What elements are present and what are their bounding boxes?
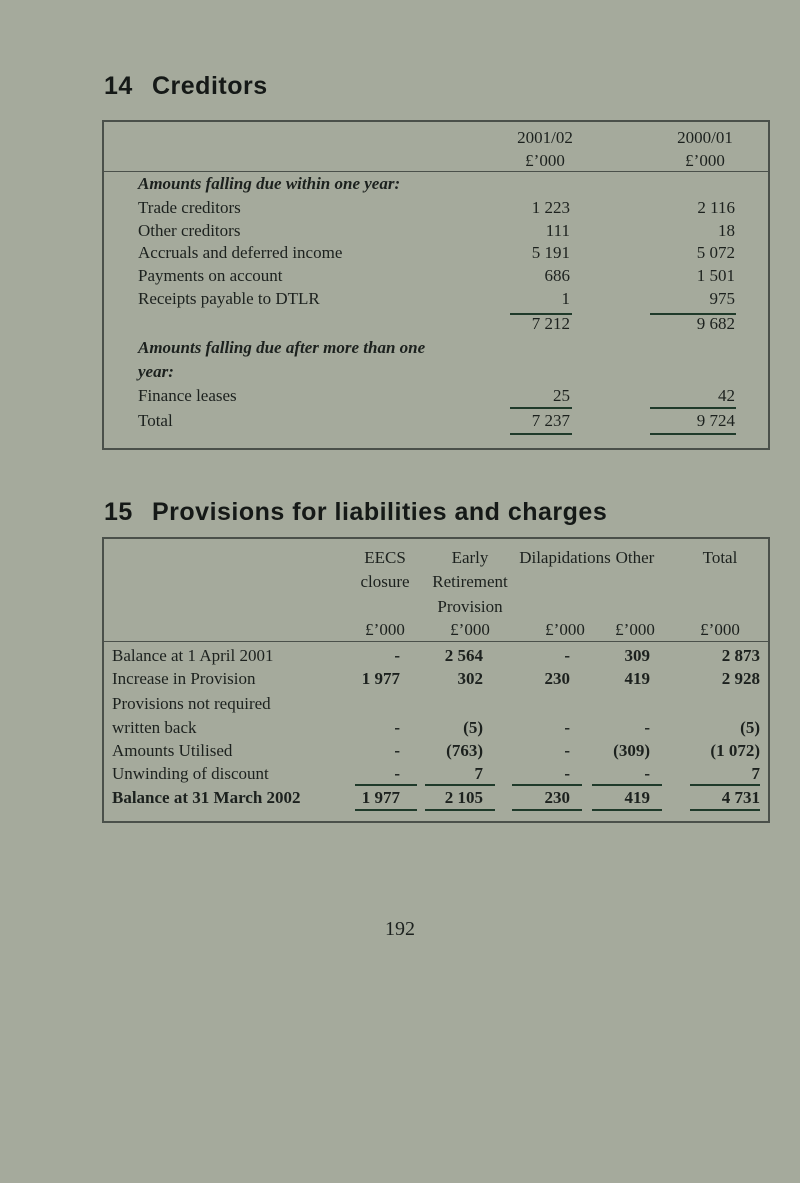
balance-rule-bottom xyxy=(690,809,760,811)
total-label: Total xyxy=(138,411,173,430)
cell-total: (5) xyxy=(740,718,760,737)
cell-dilapidations: - xyxy=(564,718,570,737)
cell-eecs: 1 977 xyxy=(361,788,400,807)
balance-rule-top xyxy=(355,784,417,786)
provisions-header-divider xyxy=(104,641,768,642)
col-header-dilapidations: Dilapidations xyxy=(519,548,611,567)
total-double-rule xyxy=(510,433,572,435)
finance-leases-prior: 42 xyxy=(718,386,735,405)
section-15-heading xyxy=(104,498,607,527)
cell-early: 302 xyxy=(457,669,483,688)
cell-eecs: - xyxy=(394,718,400,737)
row-value-prior: 5 072 xyxy=(696,243,735,262)
row-label: Provisions not required xyxy=(112,694,271,713)
row-label: written back xyxy=(112,718,197,737)
row-label: Balance at 1 April 2001 xyxy=(112,646,274,665)
row-label: Trade creditors xyxy=(138,198,241,217)
balance-rule-bottom xyxy=(592,809,662,811)
row-label: Increase in Provision xyxy=(112,669,256,688)
cell-other: (309) xyxy=(613,741,650,760)
cell-early: 2 105 xyxy=(444,788,483,807)
col-year-current: 2001/02 xyxy=(517,128,573,147)
cell-dilapidations: 230 xyxy=(544,788,570,807)
row-label: Balance at 31 March 2002 xyxy=(112,788,301,807)
creditors-header-divider xyxy=(104,171,768,172)
balance-rule-bottom xyxy=(425,809,495,811)
section-title: Creditors xyxy=(152,72,268,100)
cell-eecs: 1 977 xyxy=(361,669,400,688)
cell-other: 309 xyxy=(624,646,650,665)
col-header-early: Early xyxy=(451,548,489,567)
col-header-eecs-line2: closure xyxy=(360,572,410,591)
cell-total: 2 873 xyxy=(721,646,760,665)
row-value-current: 111 xyxy=(545,221,570,240)
cell-dilapidations: - xyxy=(564,646,570,665)
cell-total: (1 072) xyxy=(710,741,760,760)
cell-early: 7 xyxy=(474,764,483,783)
col-unit: £’000 xyxy=(545,620,585,639)
total-current: 7 237 xyxy=(531,411,570,430)
finance-leases-current: 25 xyxy=(553,386,570,405)
col-unit: £’000 xyxy=(365,620,405,639)
total-rule-top xyxy=(650,407,736,409)
cell-total: 2 928 xyxy=(721,669,760,688)
after-one-year-heading-cont: year: xyxy=(138,362,174,381)
row-value-prior: 18 xyxy=(718,221,735,240)
col-unit-current: £’000 xyxy=(525,151,565,170)
total-rule-top xyxy=(510,407,572,409)
row-value-current: 1 xyxy=(561,289,570,308)
row-label: Amounts Utilised xyxy=(112,741,233,760)
page-number: 192 xyxy=(385,918,415,940)
row-value-current: 5 191 xyxy=(531,243,570,262)
col-header-early-line2: Retirement xyxy=(432,572,508,591)
cell-other: - xyxy=(644,764,650,783)
col-header-total: Total xyxy=(702,548,738,567)
row-value-prior: 2 116 xyxy=(697,198,735,217)
cell-other: 419 xyxy=(624,669,650,688)
cell-eecs: - xyxy=(394,646,400,665)
cell-total: 4 731 xyxy=(721,788,760,807)
finance-leases-label: Finance leases xyxy=(138,386,237,405)
subtotal-prior: 9 682 xyxy=(696,314,735,333)
row-label: Payments on account xyxy=(138,266,283,285)
cell-early: 2 564 xyxy=(444,646,483,665)
cell-other: - xyxy=(644,718,650,737)
row-value-prior: 1 501 xyxy=(696,266,735,285)
col-unit: £’000 xyxy=(700,620,740,639)
cell-early: (763) xyxy=(446,741,483,760)
col-year-prior: 2000/01 xyxy=(677,128,733,147)
balance-rule-top xyxy=(690,784,760,786)
cell-total: 7 xyxy=(751,764,760,783)
row-label: Accruals and deferred income xyxy=(138,243,343,262)
row-value-prior: 975 xyxy=(709,289,735,308)
col-unit: £’000 xyxy=(615,620,655,639)
cell-dilapidations: 230 xyxy=(544,669,570,688)
col-header-eecs: EECS xyxy=(364,548,406,567)
balance-rule-bottom xyxy=(512,809,582,811)
after-one-year-heading: Amounts falling due after more than one xyxy=(138,338,426,357)
col-header-early-line3: Provision xyxy=(437,597,503,616)
cell-early: (5) xyxy=(463,718,483,737)
section-number: 15 xyxy=(104,498,133,526)
row-value-current: 686 xyxy=(544,266,570,285)
balance-rule-top xyxy=(425,784,495,786)
section-title: Provisions for liabilities and charges xyxy=(152,498,608,526)
section-number: 14 xyxy=(104,72,133,100)
subtotal-current: 7 212 xyxy=(531,314,570,333)
row-value-current: 1 223 xyxy=(531,198,570,217)
balance-rule-bottom xyxy=(355,809,417,811)
cell-dilapidations: - xyxy=(564,741,570,760)
cell-dilapidations: - xyxy=(564,764,570,783)
row-label: Other creditors xyxy=(138,221,241,240)
cell-other: 419 xyxy=(624,788,650,807)
row-label: Unwinding of discount xyxy=(112,764,269,783)
section-14-heading xyxy=(104,72,268,101)
col-header-other: Other xyxy=(615,548,655,567)
col-unit-prior: £’000 xyxy=(685,151,725,170)
balance-rule-top xyxy=(592,784,662,786)
total-prior: 9 724 xyxy=(696,411,735,430)
total-double-rule xyxy=(650,433,736,435)
col-unit: £’000 xyxy=(450,620,490,639)
row-label: Receipts payable to DTLR xyxy=(138,289,320,308)
within-one-year-heading: Amounts falling due within one year: xyxy=(138,174,401,193)
balance-rule-top xyxy=(512,784,582,786)
cell-eecs: - xyxy=(394,764,400,783)
cell-eecs: - xyxy=(394,741,400,760)
